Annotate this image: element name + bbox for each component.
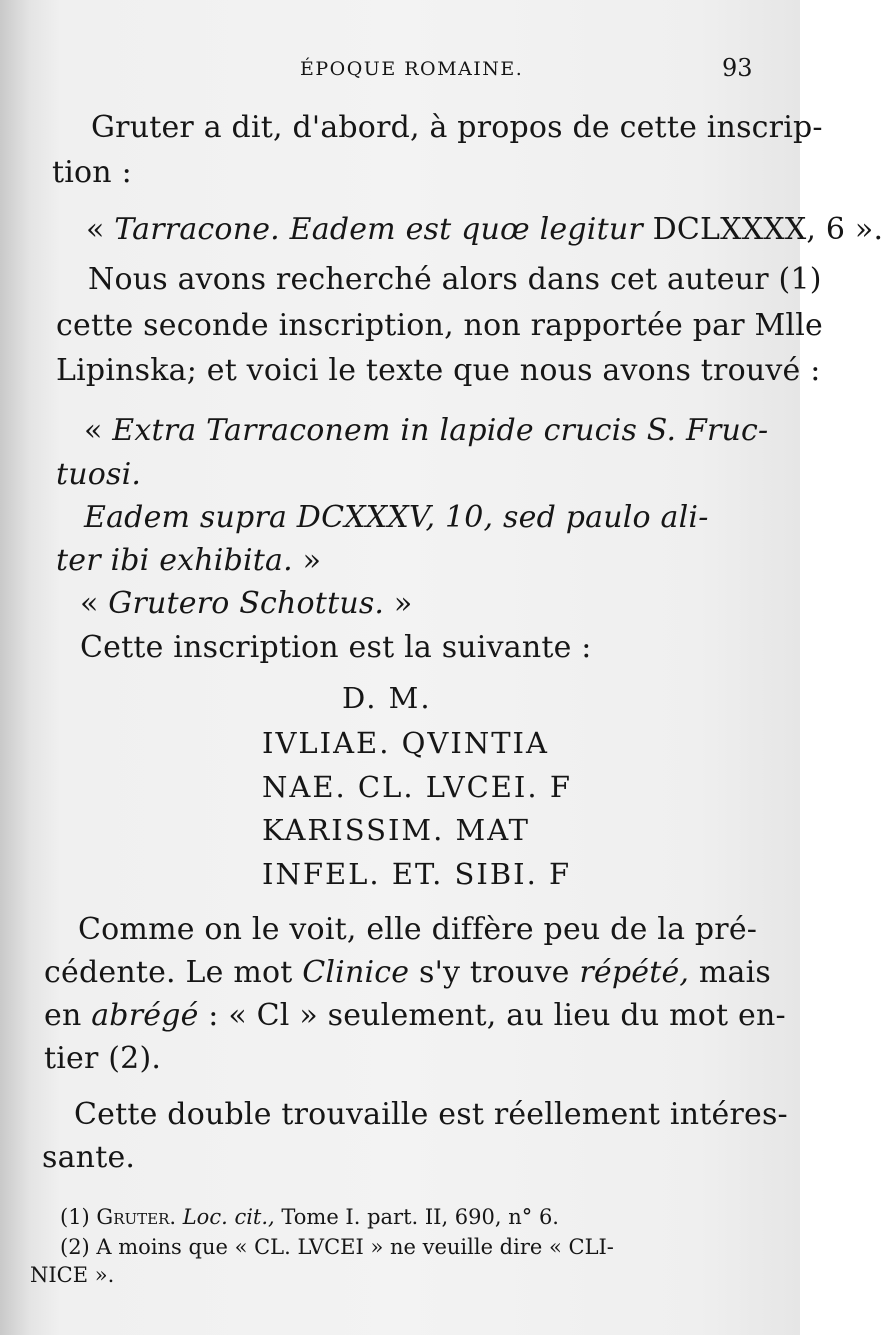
inscription-line: INFEL. ET. SIBI. F bbox=[262, 857, 572, 891]
paragraph-line: tion : bbox=[52, 155, 132, 190]
quote-open: « bbox=[86, 212, 115, 247]
inscription-line: IVLIAE. QVINTIA bbox=[262, 726, 549, 760]
text-span: en bbox=[44, 998, 92, 1033]
footnote-1 bbox=[60, 1203, 559, 1231]
quote-close: » bbox=[384, 586, 413, 621]
paragraph-line: Comme on le voit, elle diffère peu de la pré- bbox=[78, 912, 758, 947]
paragraph-line: cette seconde inscription, non rapportée par Mlle bbox=[56, 308, 823, 343]
quote-close: » bbox=[292, 543, 322, 578]
footnote-2-line: NICE ». bbox=[30, 1263, 115, 1287]
quote-italic-text: Extra Tarraconem in lapide crucis S. Fruc- bbox=[112, 413, 769, 448]
quote-open: « bbox=[84, 413, 113, 448]
inscription-line: KARISSIM. MAT bbox=[262, 813, 530, 847]
footnote-text: Tome I. part. II, 690, n° 6. bbox=[274, 1205, 559, 1229]
quote-open: « bbox=[80, 586, 109, 621]
quote-line: Eadem supra DCXXXV, 10, sed paulo ali- bbox=[84, 500, 709, 535]
quote-line bbox=[56, 543, 321, 579]
running-title: ÉPOQUE ROMAINE. bbox=[300, 58, 524, 80]
text-span: s'y trouve bbox=[409, 955, 580, 990]
quote-line bbox=[80, 586, 412, 622]
italic-term-clinice: Clinice bbox=[302, 955, 410, 990]
paragraph-line: sante. bbox=[42, 1140, 136, 1175]
quote-italic-text: ter ibi exhibita. bbox=[56, 543, 293, 578]
page-number: 93 bbox=[722, 54, 753, 82]
paragraph-line bbox=[44, 955, 771, 991]
quote-line: tuosi. bbox=[56, 457, 142, 492]
text-span: cédente. Le mot bbox=[44, 955, 303, 990]
paragraph-line: Lipinska; et voici le texte que nous avons trouvé : bbox=[56, 353, 821, 388]
italic-term-abrege: abrégé bbox=[91, 998, 199, 1033]
inscription-line: D. M. bbox=[342, 681, 432, 715]
quote-reference: DCLXXXX, 6 ». bbox=[642, 212, 883, 247]
paragraph-line bbox=[44, 998, 786, 1034]
footnote-italic: Loc. cit., bbox=[176, 1205, 275, 1229]
quote-italic-text: Tarracone. Eadem est quœ legitur bbox=[114, 212, 643, 247]
quote-italic-text: Grutero Schottus. bbox=[108, 586, 385, 621]
paragraph-line: Nous avons recherché alors dans cet auteur (1) bbox=[88, 262, 822, 297]
paragraph-line: Cette inscription est la suivante : bbox=[80, 630, 592, 665]
text-span: : « Cl » seulement, au lieu du mot en- bbox=[198, 998, 786, 1033]
quote-line bbox=[84, 413, 768, 449]
quote-line bbox=[86, 212, 883, 248]
text-span: mais bbox=[689, 955, 772, 990]
paragraph-line: tier (2). bbox=[44, 1041, 162, 1076]
footnote-marker: (1) bbox=[60, 1205, 97, 1229]
footnote-author: Gruter. bbox=[96, 1205, 177, 1229]
paragraph-line: Cette double trouvaille est réellement intéres- bbox=[74, 1097, 788, 1132]
inscription-line: NAE. CL. LVCEI. F bbox=[262, 770, 572, 804]
footnote-2-line: (2) A moins que « CL. LVCEI » ne veuille dire « CLI- bbox=[60, 1235, 614, 1259]
paragraph-line: Gruter a dit, d'abord, à propos de cette inscrip- bbox=[91, 110, 823, 145]
italic-term-repete: répété, bbox=[579, 955, 690, 990]
